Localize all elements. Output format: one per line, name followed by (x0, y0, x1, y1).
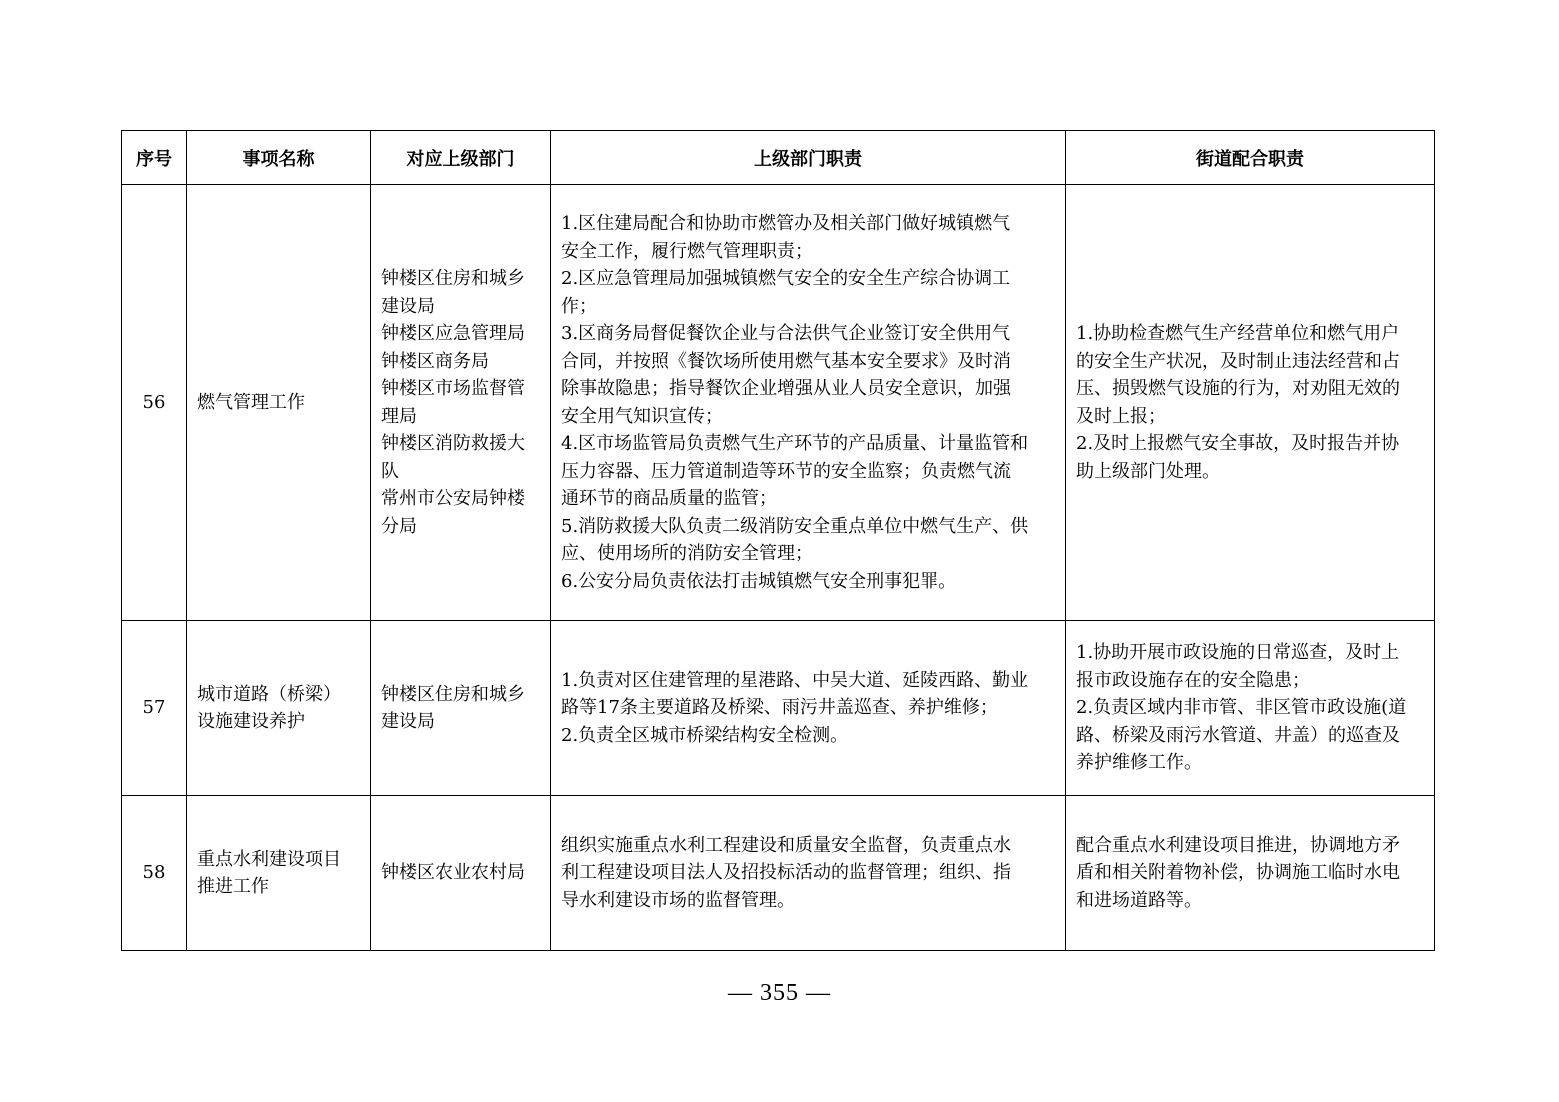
cell-seq: 57 (122, 621, 187, 796)
header-department: 对应上级部门 (371, 131, 551, 185)
table-row (122, 185, 1435, 621)
cell-line: 重点水利建设项目 (197, 848, 341, 870)
header-item-name: 事项名称 (187, 131, 371, 185)
cell-line: 燃气管理工作 (197, 391, 305, 413)
cell-line: 应、使用场所的消防安全管理； (561, 543, 813, 564)
cell-line: 2.负责区域内非市管、非区管市政设施(道 (1076, 697, 1407, 719)
cell-line: 的安全生产状况，及时制止违法经营和占 (1076, 350, 1400, 372)
header-superior-duties: 上级部门职责 (551, 131, 1066, 185)
cell-line: 3.区商务局督促餐饮企业与合法供气企业签订安全供用气 (561, 323, 1011, 344)
cell-line: 钟楼区商务局 (381, 350, 489, 372)
cell-street-duties (1066, 185, 1435, 621)
cell-street-duties (1066, 621, 1435, 796)
cell-line: 和进场道路等。 (1076, 889, 1202, 911)
header-street-duties: 街道配合职责 (1066, 131, 1435, 185)
cell-seq: 56 (122, 185, 187, 621)
cell-line: 钟楼区消防救援大 (381, 433, 525, 454)
cell-line: 1.负责对区住建管理的星港路、中吴大道、延陵西路、勤业 (561, 669, 1029, 691)
cell-line: 压力容器、压力管道制造等环节的安全监察；负责燃气流 (561, 460, 1011, 482)
cell-line: 5.消防救援大队负责二级消防安全重点单位中燃气生产、供 (561, 515, 1029, 537)
cell-line: 1.协助检查燃气生产经营单位和燃气用户 (1076, 323, 1400, 344)
table-row (122, 621, 1435, 796)
cell-line: 作； (561, 295, 597, 317)
cell-superior-duties (551, 796, 1066, 951)
header-seq: 序号 (122, 131, 187, 185)
cell-line: 钟楼区农业农村局 (381, 862, 525, 884)
cell-item-name (187, 621, 371, 796)
cell-line: 理局 (381, 405, 417, 427)
cell-line: 路等17条主要道路及桥梁、雨污井盖巡查、养护维修； (561, 697, 998, 719)
cell-departments (371, 796, 551, 951)
cell-line: 建设局 (381, 295, 435, 317)
cell-street-duties (1066, 796, 1435, 951)
cell-line: 城市道路（桥梁） (197, 683, 341, 705)
cell-line: 6.公安分局负责依法打击城镇燃气安全刑事犯罪。 (561, 570, 957, 592)
table-header-row (122, 131, 1435, 185)
cell-line: 路、桥梁及雨污水管道、井盖）的巡查及 (1076, 724, 1400, 746)
cell-line: 安全工作，履行燃气管理职责； (561, 240, 813, 262)
cell-line: 助上级部门处理。 (1076, 460, 1220, 482)
cell-line: 压、损毁燃气设施的行为，对劝阻无效的 (1076, 378, 1400, 399)
cell-line: 钟楼区住房和城乡 (381, 268, 525, 289)
cell-line: 4.区市场监管局负责燃气生产环节的产品质量、计量监管和 (561, 433, 1029, 454)
cell-line: 2.区应急管理局加强城镇燃气安全的安全生产综合协调工 (561, 268, 1011, 289)
cell-line: 配合重点水利建设项目推进，协调地方矛 (1076, 834, 1400, 856)
page-number: — 355 — (728, 980, 831, 1006)
cell-line: 养护维修工作。 (1076, 752, 1202, 774)
duties-table (121, 130, 1435, 951)
cell-line: 合同，并按照《餐饮场所使用燃气基本安全要求》及时消 (561, 350, 1011, 372)
cell-line: 除事故隐患；指导餐饮企业增强从业人员安全意识，加强 (561, 378, 1011, 399)
cell-line: 利工程建设项目法人及招投标活动的监督管理；组织、指 (561, 862, 1011, 884)
cell-item-name (187, 185, 371, 621)
cell-superior-duties (551, 185, 1066, 621)
cell-departments (371, 621, 551, 796)
cell-line: 组织实施重点水利工程建设和质量安全监督，负责重点水 (561, 834, 1011, 856)
cell-line: 队 (381, 460, 399, 482)
cell-departments (371, 185, 551, 621)
cell-line: 及时上报； (1076, 405, 1166, 427)
cell-line: 2.负责全区城市桥梁结构安全检测。 (561, 724, 849, 746)
cell-line: 常州市公安局钟楼 (381, 488, 525, 509)
table-row (122, 796, 1435, 951)
cell-line: 1.协助开展市政设施的日常巡查，及时上 (1076, 642, 1400, 664)
cell-line: 2.及时上报燃气安全事故，及时报告并协 (1076, 433, 1400, 454)
cell-line: 钟楼区市场监督管 (381, 378, 525, 399)
cell-line: 钟楼区应急管理局 (381, 323, 525, 344)
cell-item-name (187, 796, 371, 951)
cell-line: 导水利建设市场的监督管理。 (561, 889, 795, 911)
cell-line: 安全用气知识宣传； (561, 405, 723, 427)
cell-line: 1.区住建局配合和协助市燃管办及相关部门做好城镇燃气 (561, 213, 1011, 234)
cell-line: 推进工作 (197, 876, 269, 897)
cell-line: 通环节的商品质量的监管； (561, 488, 777, 509)
cell-line: 设施建设养护 (197, 711, 305, 732)
cell-seq: 58 (122, 796, 187, 951)
cell-line: 钟楼区住房和城乡 (381, 683, 525, 705)
cell-line: 报市政设施存在的安全隐患； (1076, 669, 1310, 691)
cell-line: 建设局 (381, 711, 435, 732)
cell-superior-duties (551, 621, 1066, 796)
cell-line: 分局 (381, 515, 417, 537)
cell-line: 盾和相关附着物补偿，协调施工临时水电 (1076, 862, 1400, 884)
